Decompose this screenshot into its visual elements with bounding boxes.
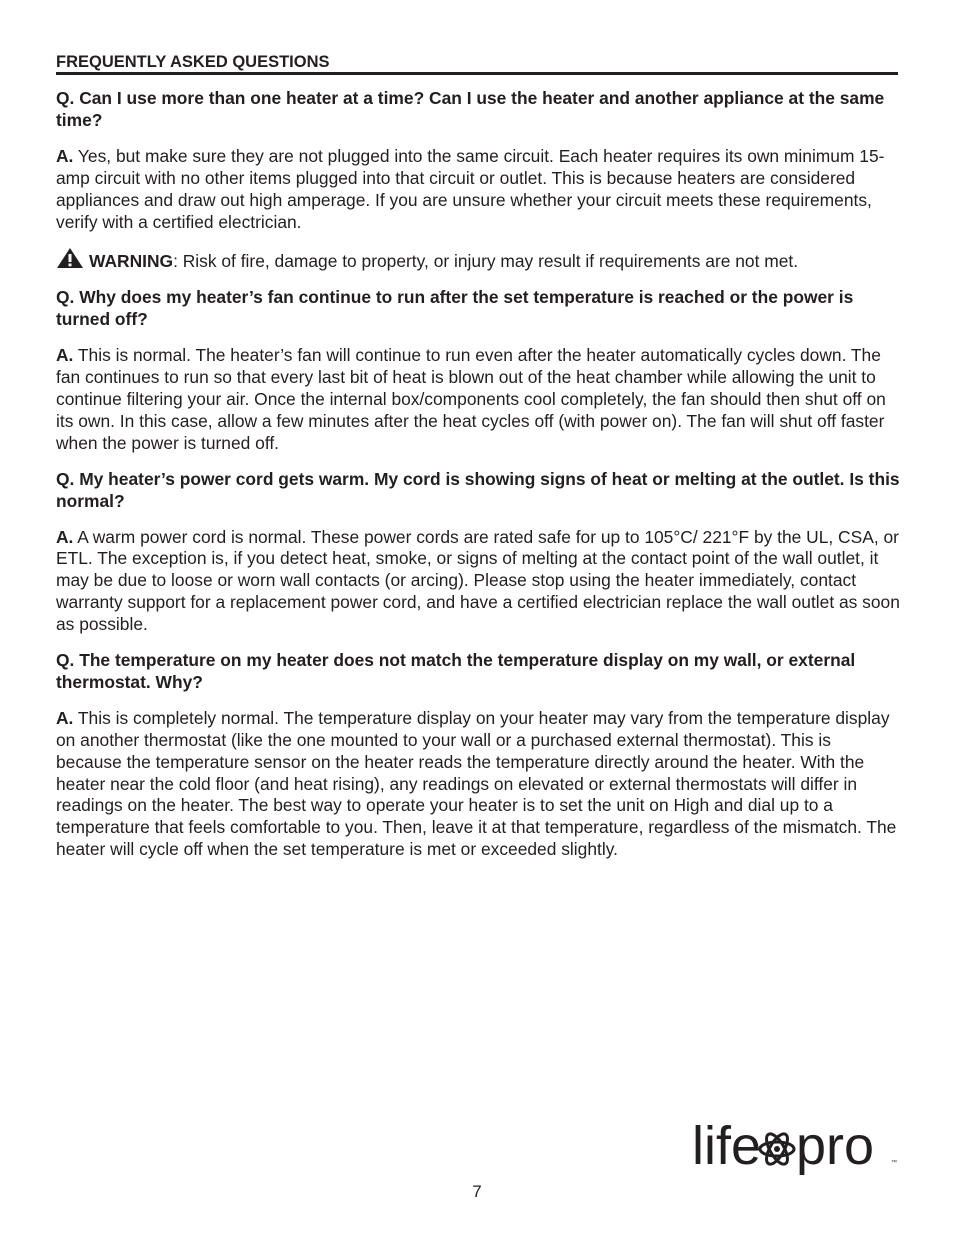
faq-answer-4 bbox=[56, 708, 901, 861]
answer-prefix: A. bbox=[56, 526, 74, 547]
answer-prefix: A. bbox=[56, 707, 74, 728]
atom-icon bbox=[760, 1131, 794, 1167]
answer-text: This is normal. The heater’s fan will continue to run even after the heater automatically cycles down. The fan continues to run so that every last bit of heat is blown out of the heat chamber while allowing the unit to continue filtering your air. Once the internal box/components cool completely, the fan should then shut off on its own. In this case, allow a few minutes after the heat cycles off (with power on). The fan will shut off faster when the power is turned off. bbox=[56, 345, 886, 453]
warning-text: : Risk of fire, damage to property, or injury may result if requirements are not met. bbox=[173, 251, 799, 272]
faq-answer-1 bbox=[56, 146, 901, 234]
faq-question-4: Q. The temperature on my heater does not match the temperature display on my wall, or external thermostat. Why? bbox=[56, 650, 856, 692]
warning-label: WARNING bbox=[89, 251, 174, 272]
warning-notice bbox=[56, 247, 901, 273]
faq-answer-3 bbox=[56, 527, 901, 637]
answer-text: Yes, but make sure they are not plugged into the same circuit. Each heater requires its own minimum 15-amp circuit with no other items plugged into that circuit or outlet. This is because heaters are considered appliances and draw out high amperage. If you are unsure whether your circuit meets these requirements, verify with a certified electrician. bbox=[56, 145, 885, 232]
faq-question-3: Q. My heater’s power cord gets warm. My cord is showing signs of heat or melting at the outlet. Is this normal? bbox=[56, 468, 900, 511]
logo-text-left: life bbox=[692, 1118, 762, 1176]
faq-content bbox=[56, 88, 901, 875]
logo-text-right: pro bbox=[796, 1118, 875, 1176]
faq-question-2: Q. Why does my heater’s fan continue to run after the set temperature is reached or the power is turned off? bbox=[56, 287, 854, 330]
answer-prefix: A. bbox=[56, 345, 74, 366]
faq-answer-2 bbox=[56, 345, 901, 455]
answer-prefix: A. bbox=[56, 145, 74, 166]
answer-text: This is completely normal. The temperature display on your heater may vary from the temperature display on another thermostat (like the one mounted to your wall or a purchased external thermostat). This is because the temperature sensor on the heater reads the temperature directly around the heater. With the heater near the cold floor (and heat rising), any readings on elevated or external thermostats will differ in readings on the heater. The best way to operate your heater is to set the unit on High and dial up to a temperature that feels comfortable to you. Then, leave it at that temperature, regardless of the mismatch. The heater will cycle off when the set temperature is met or exceeded slightly. bbox=[56, 707, 897, 860]
trademark: ™ bbox=[891, 1160, 897, 1166]
section-title: FREQUENTLY ASKED QUESTIONS bbox=[56, 52, 898, 75]
warning-triangle-icon bbox=[56, 247, 84, 269]
page-number: 7 bbox=[472, 1182, 482, 1201]
answer-text: A warm power cord is normal. These power cords are rated safe for up to 105°C/ 221°F by the UL, CSA, or ETL. The exception is, if you detect heat, smoke, or signs of melting at the contact point of the wall outlet, it may be due to loose or worn wall contacts (or arcing). Please stop using the heater immediately, contact warranty support for a replacement power cord, and have a certified electrician replace the wall outlet as soon as possible. bbox=[56, 526, 900, 635]
faq-question-1: Q. Can I use more than one heater at a time? Can I use the heater and another appliance at the same time? bbox=[56, 88, 885, 130]
lifepro-logo bbox=[692, 1118, 902, 1180]
